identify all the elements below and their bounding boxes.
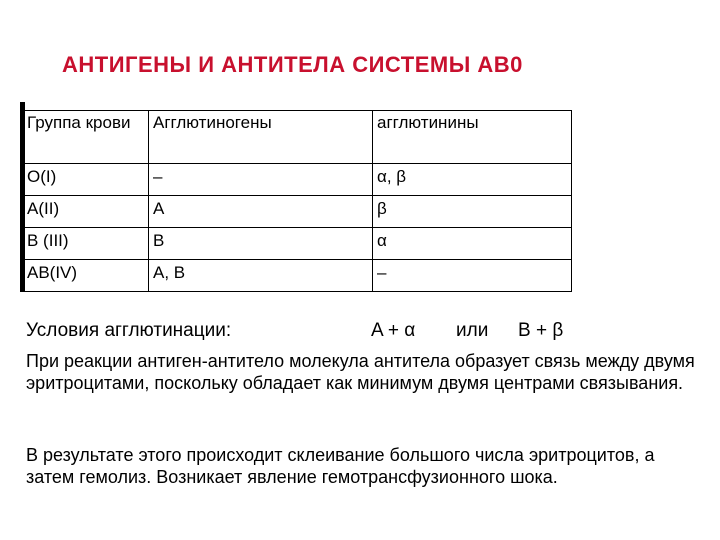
header-blood-group: Группа крови [23,111,149,164]
cell-blood-group: O(I) [23,164,149,196]
cell-blood-group: B (III) [23,228,149,260]
cell-agglutinins: α, β [373,164,572,196]
table-header-row [23,111,572,164]
table-row [23,228,572,260]
paragraph-antigen-antibody: При реакции антиген-антитело молекула антитела образует связь между двумя эритроцитами, поскольку обладает как минимум двумя центрами связывания. [26,351,695,393]
abo-table [22,110,572,292]
cell-agglutinins: β [373,196,572,228]
cell-agglutinogens: B [149,228,373,260]
header-agglutinins: агглютинины [373,111,572,164]
cell-agglutinins: – [373,260,572,292]
table-row [23,164,572,196]
page-title: АНТИГЕНЫ И АНТИТЕЛА СИСТЕМЫ АВ0 [62,52,523,77]
conditions-label: Условия агглютинации: [26,320,232,341]
cell-agglutinogens: A [149,196,373,228]
table-row [23,196,572,228]
cell-agglutinogens: A, B [149,260,373,292]
formula-b-beta: B + β [518,320,564,341]
cell-agglutinogens: – [149,164,373,196]
conditions-or: или [456,320,489,341]
paragraph-hemolysis: В результате этого происходит склеивание большого числа эритроцитов, а затем гемолиз. Возникает явление гемотрансфузионного шока. [26,445,655,487]
cell-agglutinins: α [373,228,572,260]
formula-a-alpha: A + α [371,320,416,341]
header-agglutinogens: Агглютиногены [149,111,373,164]
cell-blood-group: A(II) [23,196,149,228]
table-row [23,260,572,292]
cell-blood-group: AB(IV) [23,260,149,292]
